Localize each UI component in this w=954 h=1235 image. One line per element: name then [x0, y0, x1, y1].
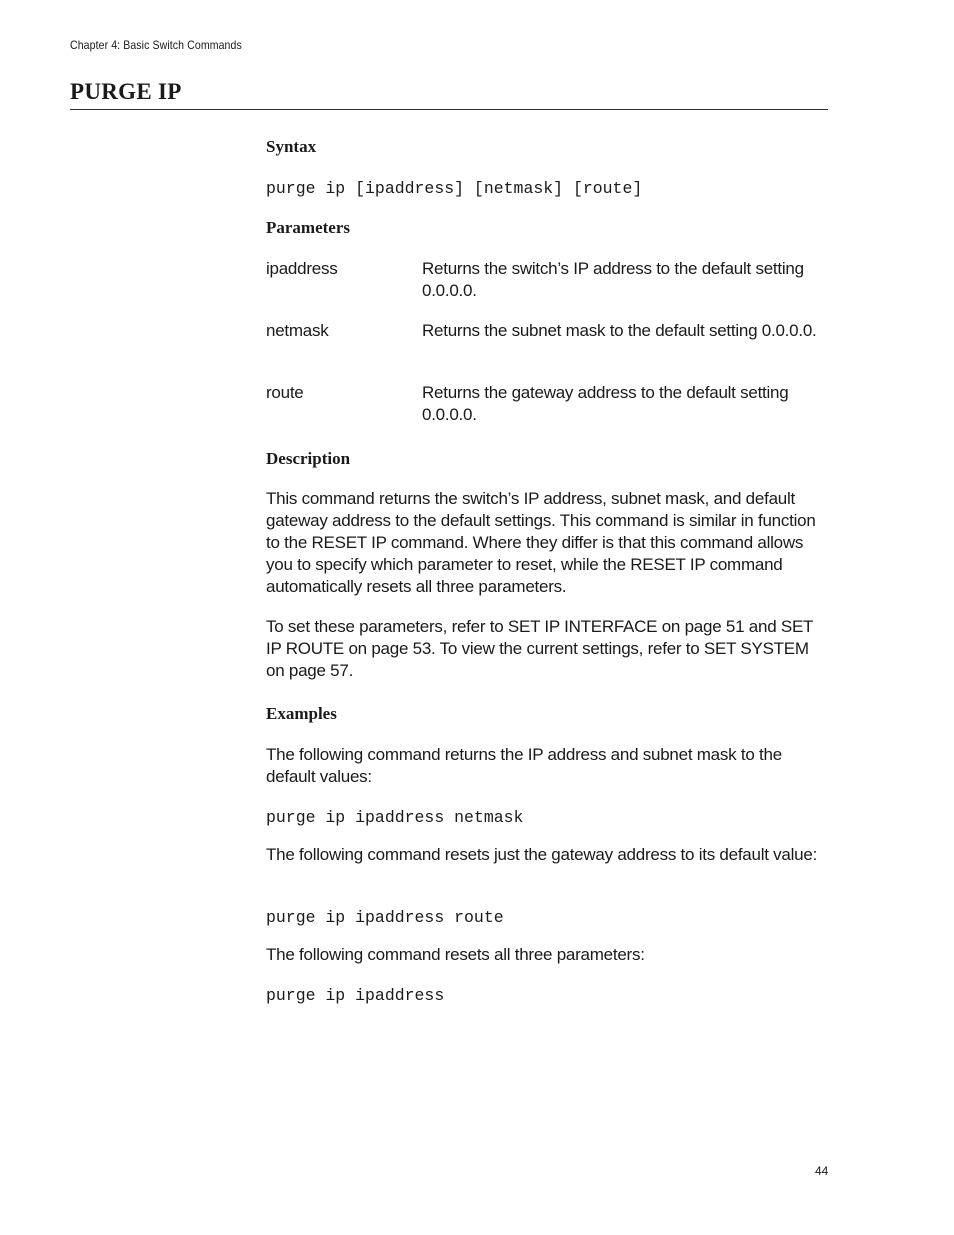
parameter-name: route: [266, 383, 304, 402]
parameter-description: Returns the gateway address to the default setting 0.0.0.0.: [422, 383, 789, 424]
example-text: The following command resets all three parameters:: [266, 945, 645, 964]
description-heading: Description: [266, 449, 351, 468]
parameter-name: netmask: [266, 321, 329, 340]
syntax-command: purge ip [ipaddress] [netmask] [route]: [266, 179, 643, 198]
page-number: 44: [815, 1164, 829, 1178]
parameter-description: Returns the switch’s IP address to the default setting 0.0.0.0.: [422, 259, 804, 300]
examples-heading: Examples: [266, 704, 337, 723]
example-command: purge ip ipaddress route: [266, 908, 504, 927]
running-header: Chapter 4: Basic Switch Commands: [70, 38, 242, 52]
example-command: purge ip ipaddress netmask: [266, 808, 524, 827]
example-text: The following command resets just the gateway address to its default value:: [266, 845, 818, 864]
description-paragraph: To set these parameters, refer to SET IP INTERFACE on page 51 and SET IP ROUTE on page 53. To view the current settings, refer to SET SYSTEM on page 57.: [266, 617, 813, 680]
title-rule: [70, 109, 828, 110]
example-text: The following command returns the IP address and subnet mask to the default values:: [266, 745, 782, 786]
parameter-name: ipaddress: [266, 259, 338, 278]
parameter-description: Returns the subnet mask to the default setting 0.0.0.0.: [422, 321, 817, 340]
syntax-heading: Syntax: [266, 137, 317, 156]
example-command: purge ip ipaddress: [266, 986, 445, 1005]
page-title: PURGE IP: [70, 79, 182, 104]
description-paragraph: This command returns the switch’s IP address, subnet mask, and default gateway address to the default settings. This command is similar in function to the RESET IP command. Where they differ is that this command allows you to specify which parameter to reset, while the RESET IP command automatically resets all three parameters.: [266, 489, 816, 596]
parameters-heading: Parameters: [266, 218, 351, 237]
